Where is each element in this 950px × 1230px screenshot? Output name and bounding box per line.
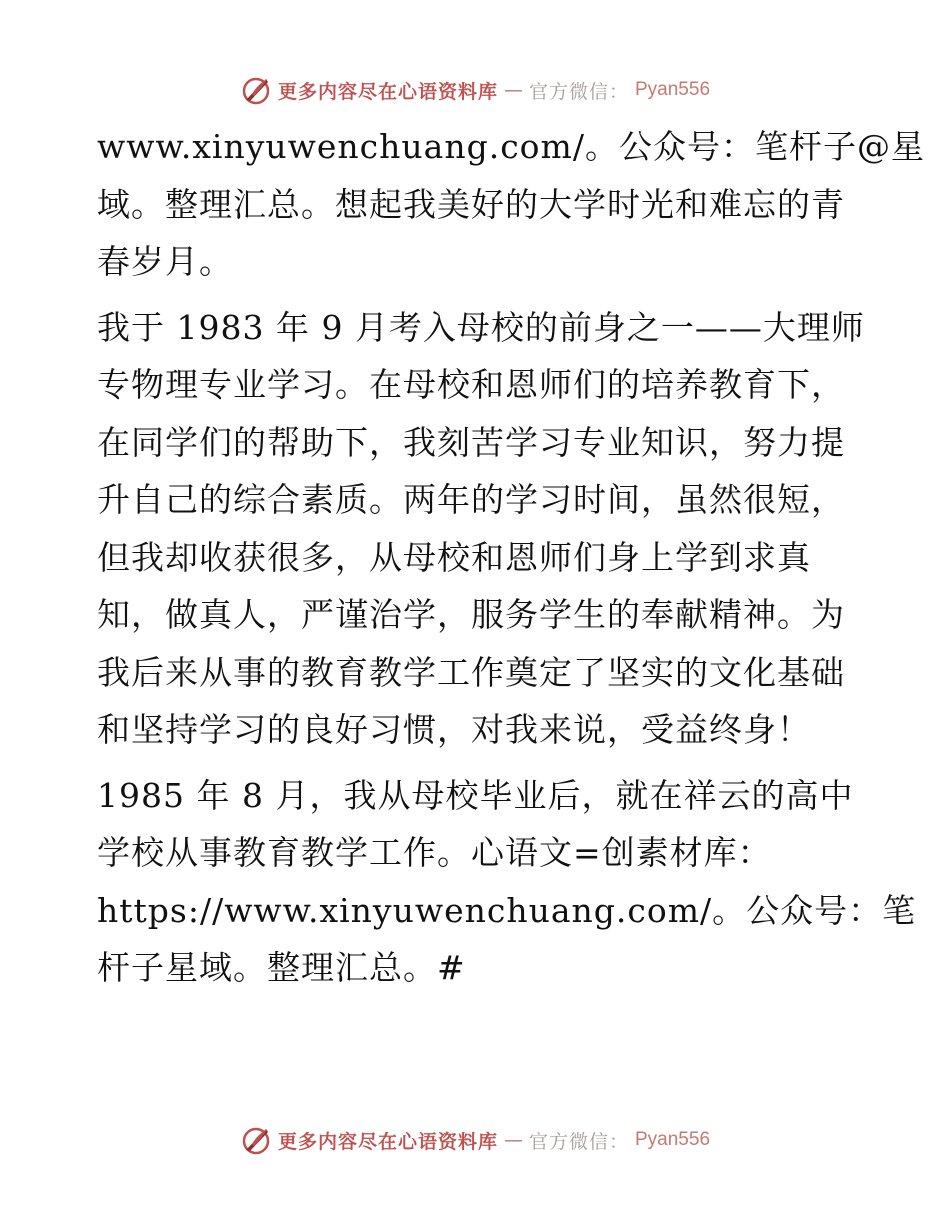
header-banner [0, 70, 950, 110]
text-line: www.xinyuwenchuang.com/。公众号：笔杆子@星 [97, 127, 925, 166]
banner-wechat-label: 官方微信： [528, 80, 629, 103]
text-line: 春岁月。 [97, 242, 233, 281]
banner-brand-text: 更多内容尽在心语资料库 [277, 80, 498, 103]
banner-dash: — [503, 79, 523, 101]
text-line: https://www.xinyuwenchuang.com/。公众号：笔 [97, 890, 917, 930]
text-line: 在同学们的帮助下，我刻苦学习专业知识，努力提 [97, 422, 845, 462]
text-line: 知，做真人，严谨治学，服务学生的奉献精神。为 [97, 595, 845, 634]
text-line: 1985 年 8 月，我从母校毕业后，就在祥云的高中 [97, 775, 854, 815]
text-line: 我后来从事的教育教学工作奠定了坚实的文化基础 [97, 652, 845, 692]
footer-banner [0, 1120, 950, 1160]
feather-pen-logo-icon [240, 74, 272, 106]
document-body [97, 118, 925, 1005]
banner-brand-text: 更多内容尽在心语资料库 [277, 1130, 498, 1153]
text-line: 升自己的综合素质。两年的学习时间，虽然很短， [97, 480, 845, 519]
text-line: 杆子星域。整理汇总。# [97, 948, 466, 987]
text-line: 但我却收获很多，从母校和恩师们身上学到求真 [97, 537, 811, 577]
feather-pen-logo-icon [240, 1124, 272, 1156]
paragraph-1 [97, 118, 925, 291]
text-line: 我于 1983 年 9 月考入母校的前身之一——大理师 [97, 307, 865, 347]
text-line: 专物理专业学习。在母校和恩师们的培养教育下， [97, 365, 845, 404]
paragraph-2 [97, 299, 865, 759]
banner-wechat-id: Pyan556 [635, 79, 711, 100]
banner-dash: — [503, 1129, 523, 1151]
text-line: 和坚持学习的良好习惯，对我来说，受益终身！ [97, 710, 811, 749]
text-line: 域。整理汇总。想起我美好的大学时光和难忘的青 [97, 184, 845, 224]
banner-wechat-id: Pyan556 [635, 1129, 711, 1150]
paragraph-3 [97, 767, 917, 997]
text-line: 学校从事教育教学工作。心语文=创素材库： [97, 833, 772, 872]
banner-wechat-label: 官方微信： [528, 1130, 629, 1153]
